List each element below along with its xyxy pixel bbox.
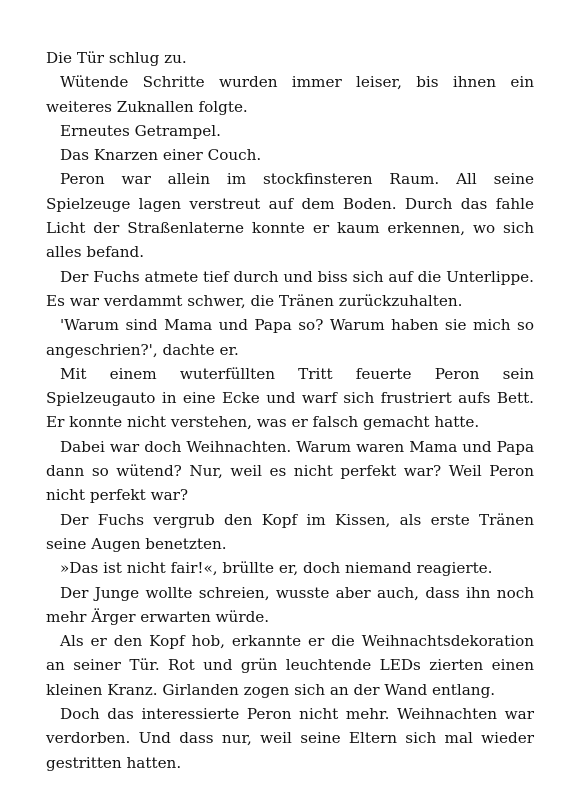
paragraph-14: Doch das interessierte Peron nicht mehr. Weihnachten war verdorben. Und dass nur, weil seine Eltern sich mal wieder gestritten hatten. <box>46 705 534 772</box>
paragraph-12: Der Junge wollte schreien, wusste aber auch, dass ihn noch mehr Ärger erwarten würde. <box>46 583 534 626</box>
paragraph-10: Der Fuchs vergrub den Kopf im Kissen, als erste Tränen seine Augen benetzten. <box>46 510 534 553</box>
paragraph-8: Mit einem wuterfüllten Tritt feuerte Peron sein Spielzeugauto in eine Ecke und warf sich frustriert aufs Bett. Er konnte nicht verstehen, was er falsch gemacht hatte. <box>46 364 534 432</box>
paragraph-11: »Das ist nicht fair!«, brüllte er, doch niemand reagierte. <box>60 559 493 578</box>
paragraph-3: Erneutes Getrampel. <box>60 121 221 140</box>
paragraph-6: Der Fuchs atmete tief durch und biss sich auf die Unterlippe. Es war verdammt schwer, die Tränen zurückzuhalten. <box>46 267 534 310</box>
paragraph-1: Die Tür schlug zu. <box>46 49 187 67</box>
paragraph-7: 'Warum sind Mama und Papa so? Warum haben sie mich so angeschrien?', dachte er. <box>46 316 534 359</box>
paragraph-2: Wütende Schritte wurden immer leiser, bis ihnen ein weiteres Zuknallen folgte. <box>46 73 534 116</box>
paragraph-4: Das Knarzen einer Couch. <box>60 146 262 165</box>
paragraph-9: Dabei war doch Weihnachten. Warum waren Mama und Papa dann so wütend? Nur, weil es nicht perfekt war? Weil Peron nicht perfekt war? <box>46 437 534 505</box>
book-page <box>46 46 534 775</box>
paragraph-5: Peron war allein im stockfinsteren Raum. All seine Spielzeuge lagen verstreut auf dem Boden. Durch das fahle Licht der Straßenlaterne konnte er kaum erkennen, wo sich alles befand. <box>46 170 534 262</box>
paragraph-13: Als er den Kopf hob, erkannte er die Weihnachtsdekoration an seiner Tür. Rot und grün leuchtende LEDs zierten einen kleinen Kranz. Girlanden zogen sich an der Wand entlang. <box>46 632 534 699</box>
